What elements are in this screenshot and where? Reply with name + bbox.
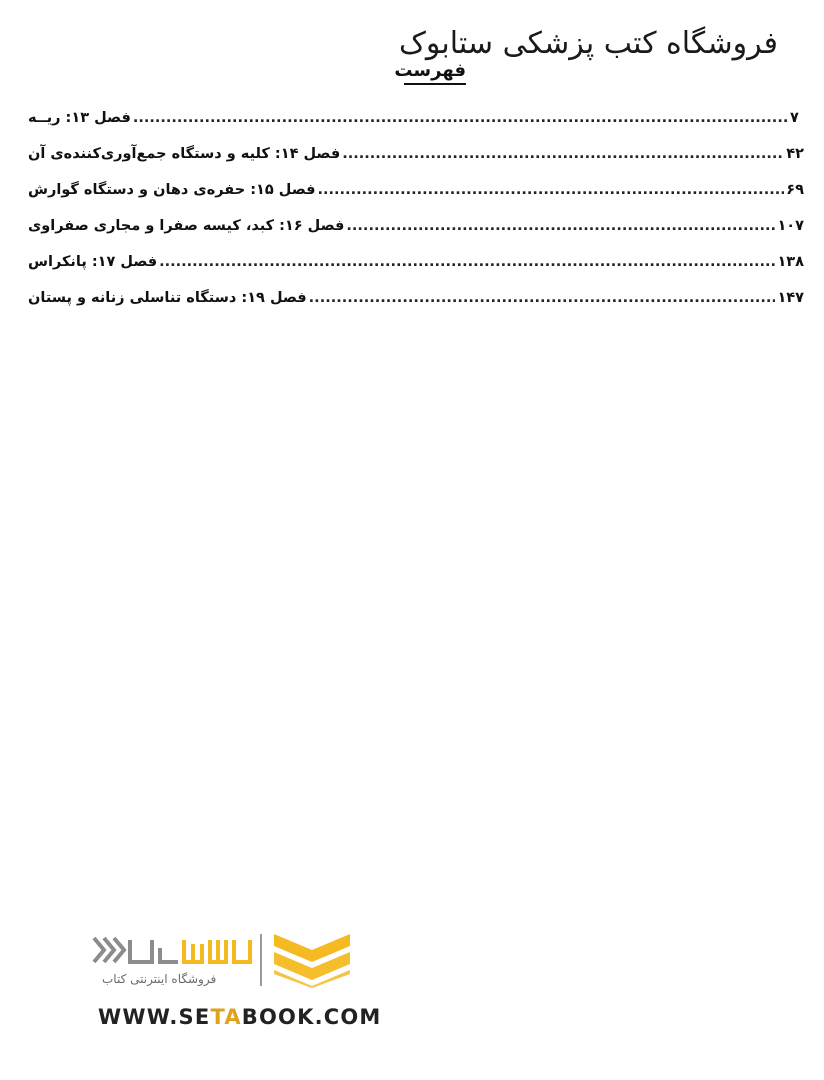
toc-page-number: ۱۳۸: [777, 254, 804, 270]
store-title: فروشگاه کتب پزشکی ستابوک: [399, 26, 778, 61]
toc-leader-dots: [342, 146, 784, 162]
book-chevron-emblem-icon: [272, 930, 352, 988]
url-prefix: WWW.SE: [98, 1005, 211, 1029]
toc-leader-dots: [309, 290, 776, 306]
toc-leader-dots: [346, 218, 775, 234]
toc-page-number: ۴۲: [786, 146, 804, 162]
url-accent: TA: [210, 1005, 242, 1029]
toc-entry-title: فصل ۱۳: ریــه: [28, 110, 131, 126]
logo-divider: [260, 934, 262, 986]
toc-entry-title: فصل ۱۷: پانکراس: [28, 254, 158, 270]
toc-page-number: ۱۴۷: [777, 290, 804, 306]
toc-page-number: ۶۹: [786, 182, 804, 198]
table-of-contents: [28, 110, 804, 326]
toc-heading: فهرست: [404, 60, 466, 85]
wordmark-logo: [90, 930, 255, 972]
toc-row[interactable]: [28, 290, 804, 326]
toc-leader-dots: [133, 110, 788, 126]
toc-row[interactable]: [28, 182, 804, 218]
toc-page-number: ۱۰۷: [777, 218, 804, 234]
toc-leader-dots: [159, 254, 775, 270]
toc-entry-title: فصل ۱۹: دستگاه تناسلی زنانه و پستان: [28, 290, 307, 306]
website-url[interactable]: [98, 1005, 382, 1029]
toc-row[interactable]: [28, 146, 804, 182]
logo-tagline: فروشگاه اینترنتی کتاب: [102, 972, 217, 986]
toc-entry-title: فصل ۱۶: کبد، کیسه صفرا و مجاری صفراوی: [28, 218, 345, 234]
toc-page-number: ۷: [790, 110, 799, 126]
toc-entry-title: فصل ۱۵: حفره‌ی دهان و دستگاه گوارش: [28, 182, 316, 198]
toc-entry-title: فصل ۱۴: کلیه و دستگاه جمع‌آوری‌کننده‌ی آن: [28, 146, 341, 162]
toc-row[interactable]: [28, 218, 804, 254]
url-suffix: BOOK.COM: [241, 1005, 382, 1029]
toc-row[interactable]: [28, 110, 804, 146]
toc-leader-dots: [318, 182, 785, 198]
toc-row[interactable]: [28, 254, 804, 290]
setabook-logo: [90, 930, 355, 990]
